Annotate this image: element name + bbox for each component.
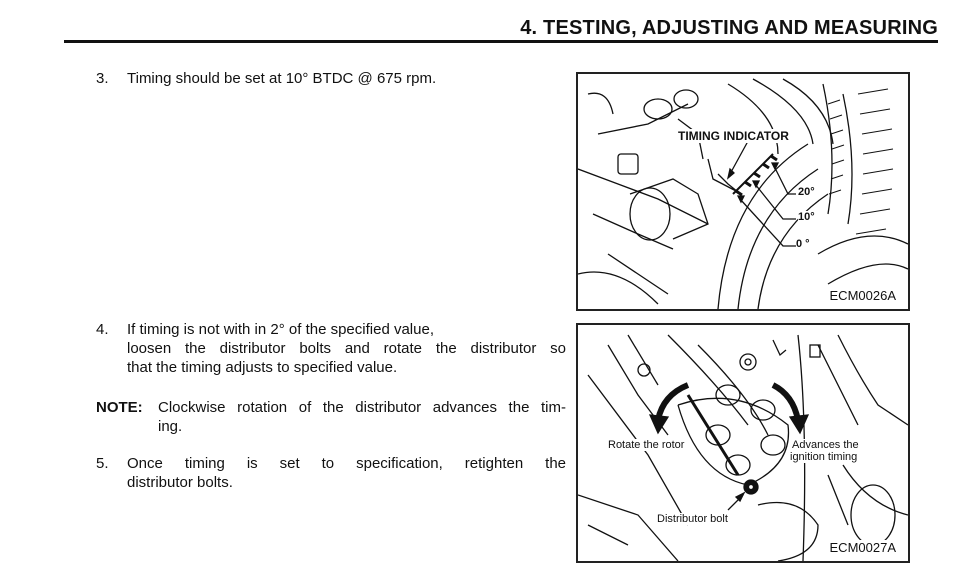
step-number: 4.	[96, 321, 109, 338]
step-line: that the timing adjusts to specified value.	[127, 359, 398, 376]
step-text	[127, 320, 566, 377]
step-line: distributor bolts.	[127, 474, 233, 491]
advances-timing-label-line1: Advances the	[792, 439, 859, 451]
distributor-bolt-label: Distributor bolt	[657, 513, 728, 525]
note-text	[158, 398, 566, 436]
figure-code: ECM0027A	[829, 540, 896, 555]
note-line: ing.	[158, 418, 183, 435]
step-text: Timing should be set at 10° BTDC @ 675 rpm.	[127, 70, 437, 87]
figure-distributor	[576, 323, 910, 563]
step-number: 5.	[96, 455, 109, 472]
section-title: 4. TESTING, ADJUSTING AND MEASURING	[520, 17, 938, 39]
degree-10-label: 10°	[798, 211, 815, 223]
header-divider	[64, 40, 938, 43]
figure-code: ECM0026A	[829, 288, 896, 303]
rotate-rotor-label: Rotate the rotor	[608, 439, 685, 451]
step-number: 3.	[96, 70, 109, 87]
degree-0-label: 0 °	[796, 238, 810, 250]
step-line: Once timing is set to specification, retighten the	[127, 455, 566, 472]
degree-20-label: 20°	[798, 186, 815, 198]
advances-timing-label-line2: ignition timing	[790, 451, 858, 463]
note-line: Clockwise rotation of the distributor advances the tim-	[158, 399, 566, 416]
note-label: NOTE:	[96, 399, 143, 416]
step-4	[96, 320, 566, 380]
step-text	[127, 454, 566, 492]
step-line: loosen the distributor bolts and rotate the distributor so	[127, 340, 566, 357]
timing-indicator-label: TIMING INDICATOR	[678, 129, 789, 143]
note	[96, 398, 566, 438]
engine-drawing-timing	[578, 74, 908, 309]
step-line: If timing is not with in 2° of the specified value,	[127, 321, 434, 338]
step-3	[96, 69, 566, 89]
step-5	[96, 454, 566, 494]
figure-timing-indicator	[576, 72, 910, 311]
